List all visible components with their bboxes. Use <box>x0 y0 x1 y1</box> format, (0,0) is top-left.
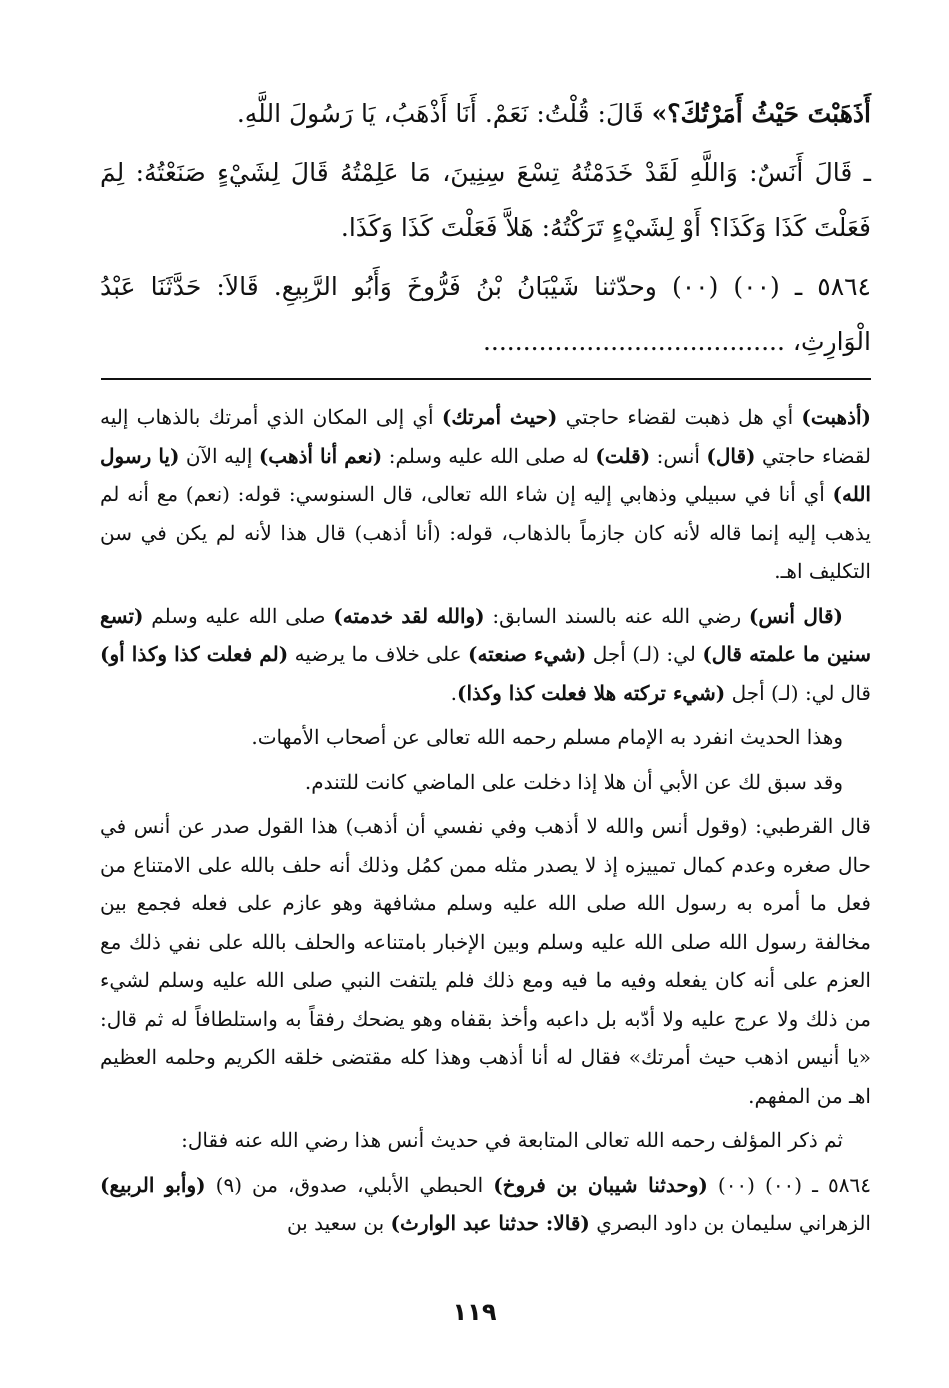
text-run: أي أنا في سبيلي وذهابي إليه إن شاء الله تعالى، قال السنوسي: قوله: (نعم) مع أنه لم يذهب إليه إنما قاله لأنه كان جازماً بالذهاب، قوله: (أنا أذهب) قال هذا لأنه لم يكن في سن التكليف اهـ. <box>100 482 871 583</box>
text-run: أي هل ذهبت لقضاء حاجتي <box>557 405 802 429</box>
bold-quote: (نعم أنا أذهب) <box>258 443 383 468</box>
bold-quote: (قالا: حدثنا عبد الوارث) <box>390 1211 590 1235</box>
footnote-divider <box>101 378 871 380</box>
bold-quote: (وأبو الربيع) <box>100 1172 206 1197</box>
text-run: على خلاف ما يرضيه <box>288 642 468 666</box>
text-run: ٥٨٦٤ ـ (٠٠) (٠٠) <box>707 1172 871 1197</box>
commentary-paragraph-3: وهذا الحديث انفرد به الإمام مسلم رحمه الله تعالى عن أصحاب الأمهات. <box>251 725 843 749</box>
text-run: رضي الله عنه بالسند السابق: <box>484 603 749 628</box>
bold-quote: (تسع سنين ما علمته قال) <box>100 603 871 666</box>
bold-quote: (لم فعلت كذا وكذا أو) <box>100 642 289 666</box>
bold-quote: (قال أنس) <box>748 603 844 628</box>
bold-quote: (يا رسول الله) <box>100 443 871 506</box>
bold-quote: (شيء صنعته) <box>468 642 587 666</box>
commentary-paragraph-1 <box>100 398 871 591</box>
text-run: أي إلى المكان الذي أمرتك بالذهاب إليه لقضاء حاجتي <box>100 405 871 468</box>
hadith-paragraph-3: ٥٨٦٤ ـ (٠٠) (٠٠) وحدّثنا شَيْبَانُ بْنُ فَرُّوخَ وَأَبُو الرَّبِيعِ. قَالاَ: حَدَّثَنَا عَبْدُ الْوَارِثِ، ...................................... <box>100 272 871 356</box>
hadith-line-1-rest: قَالَ: قُلْتُ: نَعَمْ. أَنَا أَذْهَبُ، يَا رَسُولَ اللَّهِ. <box>236 99 652 128</box>
text-run: الحبطي الأبلي، صدوق، من (٩) <box>205 1172 494 1197</box>
text-run: لي: (لـ) أجل <box>586 642 703 666</box>
bold-quote: (قلت) <box>595 443 651 468</box>
hadith-bold-phrase: أَذَهَبْتَ حَيْثُ أَمَرْتُكَ؟» <box>651 99 871 128</box>
commentary <box>100 398 871 1249</box>
commentary-paragraph-5: قال القرطبي: (وقول أنس والله لا أذهب وفي نفسي أن أذهب) هذا القول صدر عن أنس في حال صغره وعدم كمال تمييزه إذ لا يصدر مثله ممن كمُل وذلك أنه حلف بالله على الامتناع من فعل ما أمره به رسول الله صلى الله عليه وسلم مشافهة وهو عازم على فعله فجمع بين مخالفة رسول الله صلى الله عليه وسلم وبين الإخبار بامتناعه والحلف بالله على نفي ذلك مع العزم على أنه كان يفعله وفيه ما فيه ومع ذلك فلم يلتفت النبي صلى الله عليه وسلم لشيء من ذلك ولا عرج عليه ولا أدّبه بل داعبه وأخذ بقفاه وهو يضحك رفقاً به واستلطافاً له ثم قال: «يا أنيس اذهب حيث أمرتك» فقال له أنا أذهب وهذا كله مقتضى خلقه الكريم وحلمه العظيم اهـ من المفهم. <box>100 814 871 1108</box>
text-run: بن سعيد بن <box>286 1211 391 1235</box>
page-number: ١١٩ <box>452 1298 497 1326</box>
hadith-line-1 <box>100 86 871 141</box>
text-run: له صلى الله عليه وسلم: <box>382 443 596 468</box>
text-run: صلى الله عليه وسلم <box>143 603 334 628</box>
bold-quote: (قال) <box>706 443 756 468</box>
text-run: قال لي: (لـ) أجل <box>725 680 871 705</box>
text-run: . <box>450 680 458 705</box>
bold-quote: (أذهبت) <box>801 405 871 429</box>
hadith-paragraph-2: ـ قَالَ أَنَسٌ: وَاللَّهِ لَقَدْ خَدَمْتُهُ تِسْعَ سِنِينَ، مَا عَلِمْتُهُ قَالَ لِشَيْءٍ صَنَعْتُهُ: لِمَ فَعَلْتَ كَذَا وَكَذَا؟ أَوْ لِشَيْءٍ تَرَكْتُهُ: هَلاَّ فَعَلْتَ كَذَا وَكَذَا. <box>100 158 871 242</box>
bold-quote: (وحدثنا شيبان بن فروخ) <box>493 1172 708 1197</box>
commentary-paragraph-2 <box>100 597 871 713</box>
commentary-paragraph-7 <box>100 1166 871 1243</box>
text-run: إليه الآن <box>179 443 259 468</box>
bold-quote: (حيث أمرتك) <box>441 405 558 429</box>
text-run: الزهراني سليمان بن داود البصري <box>589 1211 871 1235</box>
hadith-text <box>100 86 871 373</box>
bold-quote: (والله لقد خدمته) <box>333 603 485 628</box>
bold-quote: (شيء تركته هلا فعلت كذا وكذا) <box>457 680 726 705</box>
text-run: أنس: <box>650 443 707 468</box>
commentary-paragraph-6: ثم ذكر المؤلف رحمه الله تعالى المتابعة في حديث أنس هذا رضي الله عنه فقال: <box>181 1128 843 1152</box>
commentary-paragraph-4: وقد سبق لك عن الأبي أن هلا إذا دخلت على الماضي كانت للتندم. <box>304 769 843 794</box>
